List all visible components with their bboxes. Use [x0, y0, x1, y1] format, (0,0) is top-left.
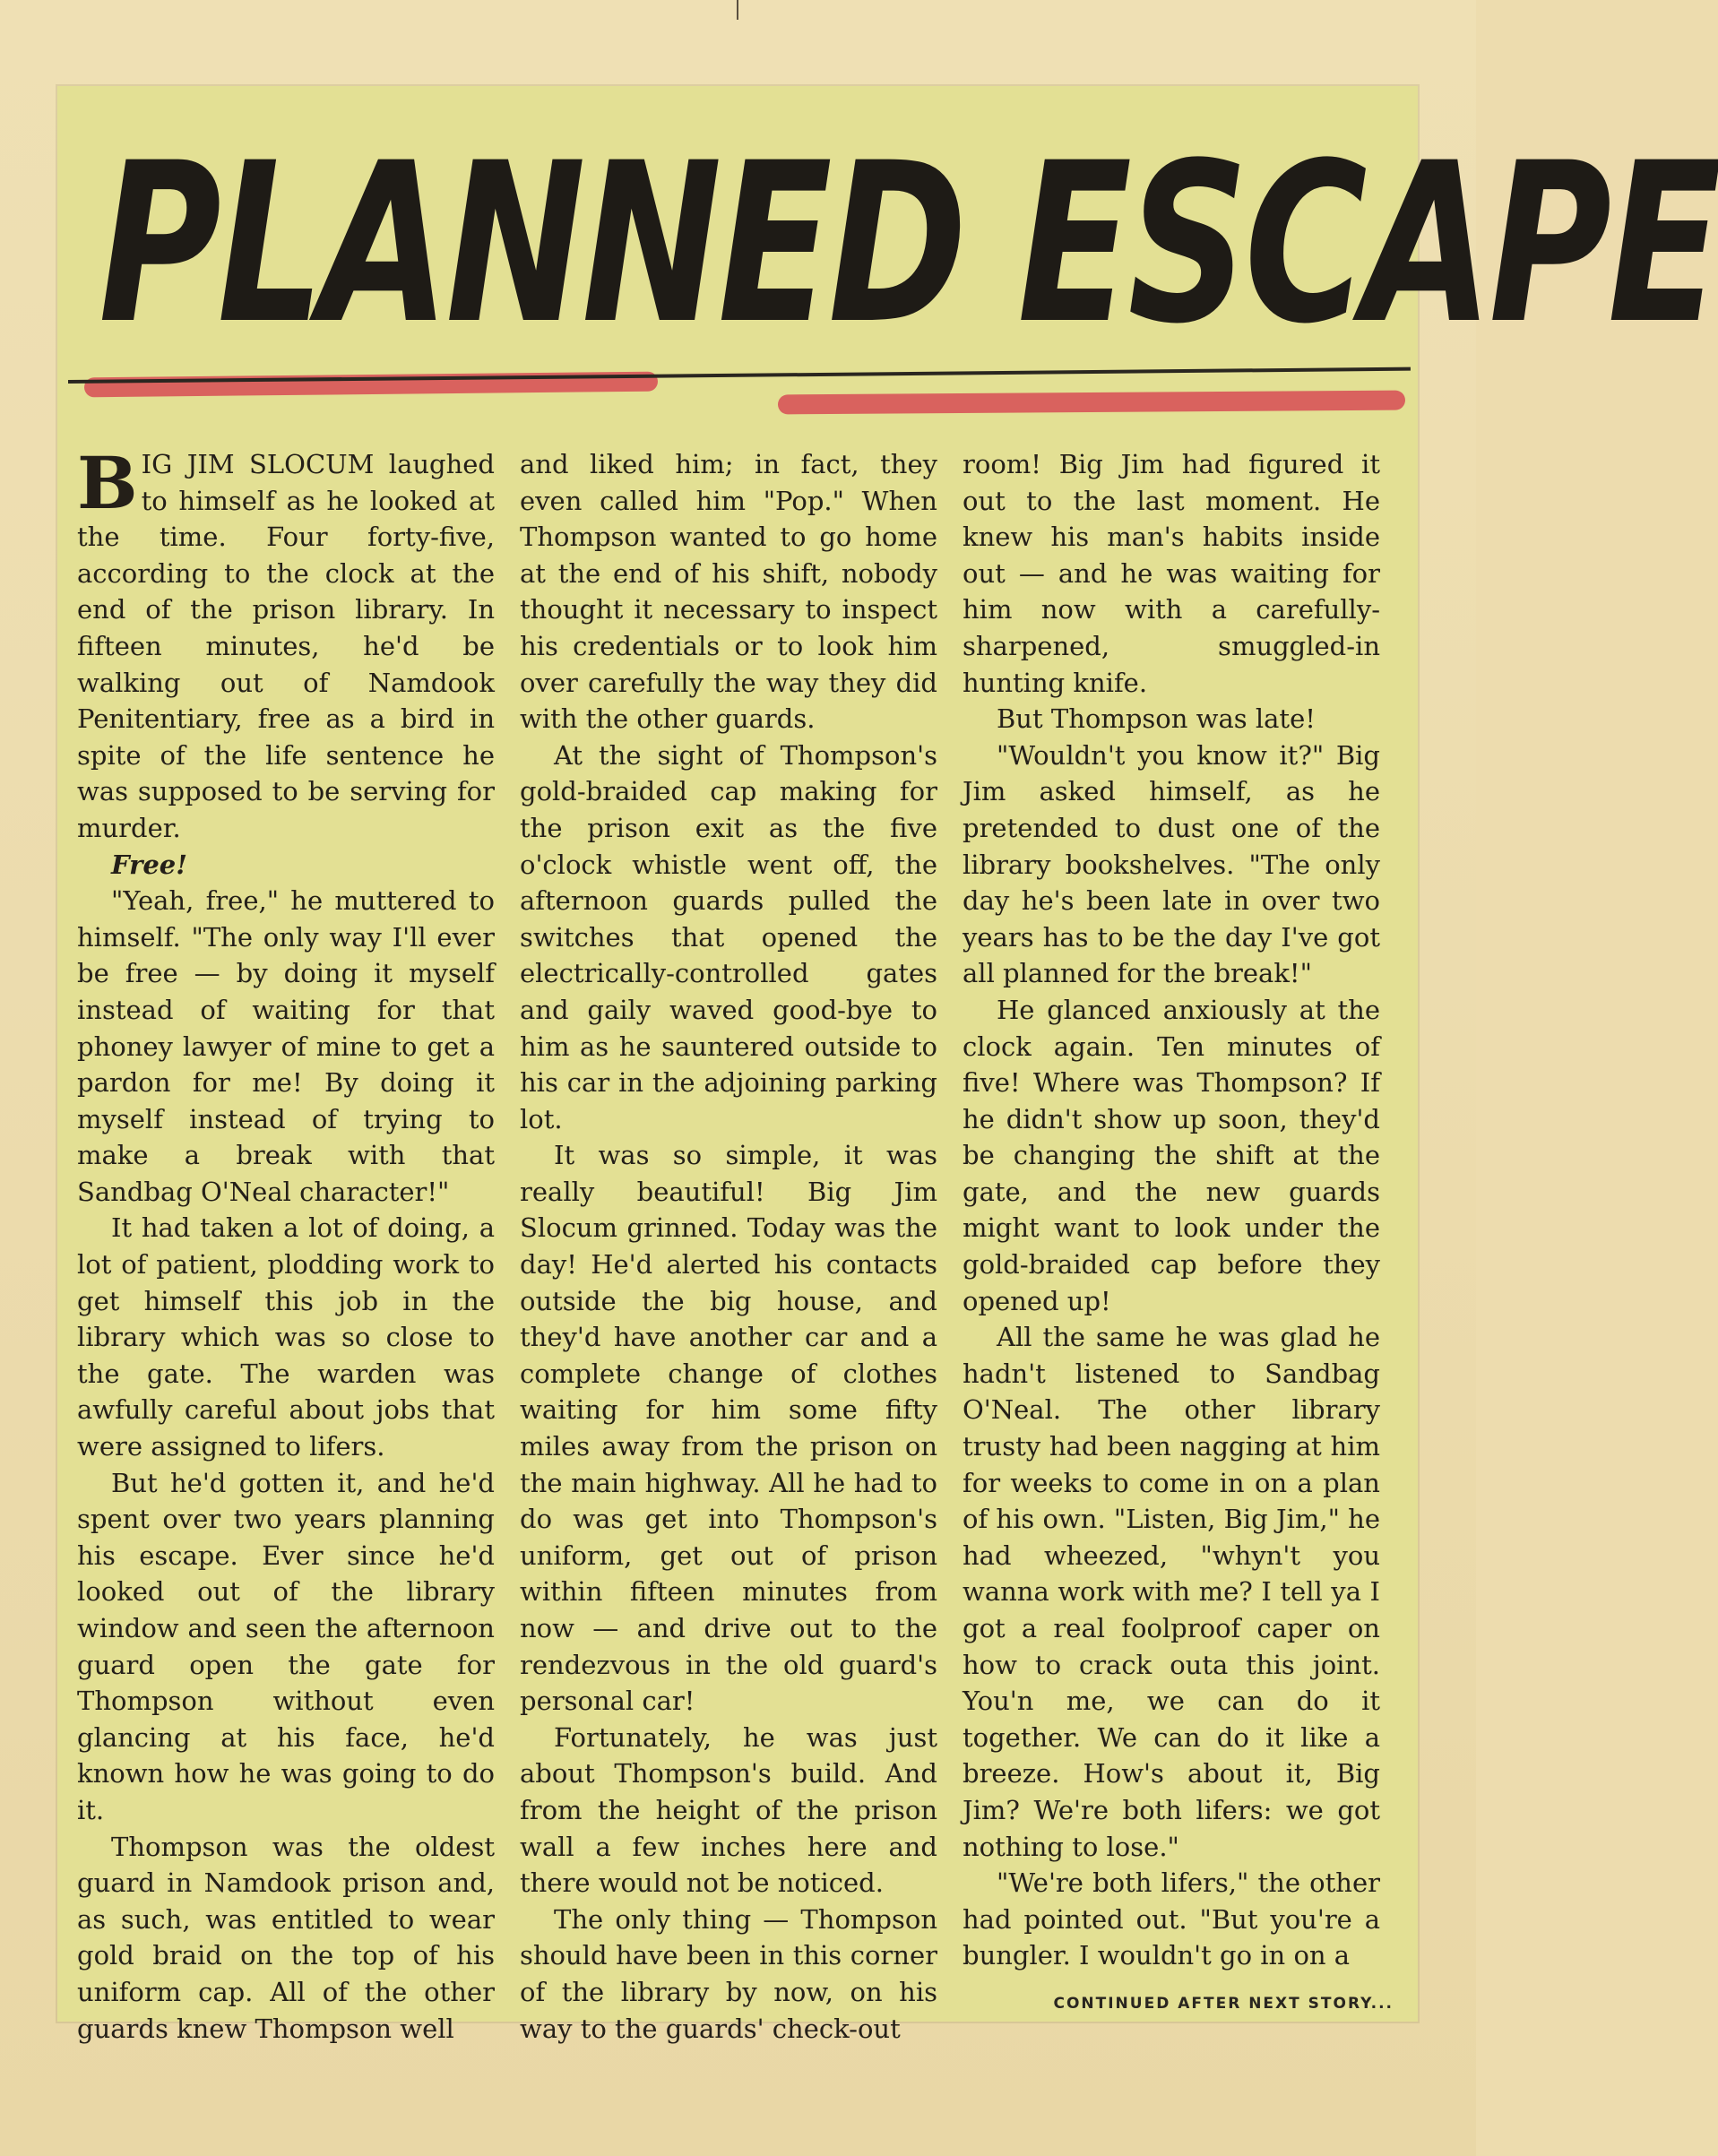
paragraph-text: and liked him; in fact, they even called him "Pop." When Thompson wanted to go home at the end of his shift, nobody thought it necessary to inspect his credentials or to look him over carefully the way they did with the other guards. — [520, 449, 937, 735]
story-paragraph — [520, 737, 937, 1138]
story-paragraph — [77, 1210, 495, 1464]
page-top-mark — [737, 0, 738, 20]
italic-exclamation: Free! — [111, 849, 187, 880]
text-column-1 — [77, 441, 495, 2044]
story-paragraph — [963, 737, 1380, 992]
story-paragraph — [520, 1137, 937, 1720]
story-paragraph — [963, 446, 1380, 701]
paragraph-text: room! Big Jim had figured it out to the last moment. He knew his man's habits inside out — and he was waiting for him now with a carefully-sharpened, smuggled-in hunting knife. — [963, 449, 1380, 698]
story-paragraph — [77, 441, 495, 847]
story-paragraph — [963, 1865, 1380, 1974]
paragraph-text: But he'd gotten it, and he'd spent over two years planning his escape. Ever since he'd looked out of the library window and seen the afternoon guard open the gate for Thompson without even glancing at his face, he'd known how he was going to do it. — [77, 1467, 495, 1825]
story-paragraph — [520, 1902, 937, 2047]
paragraph-text: At the sight of Thompson's gold-braided cap making for the prison exit as the five o'clock whistle went off, the afternoon guards pulled the switches that opened the electrically-controlled gates and gaily waved good-bye to him as he sauntered outside to his car in the adjoining parking lot. — [520, 739, 937, 1134]
paragraph-text: Fortunately, he was just about Thompson's build. And from the height of the prison wall a few inches here and there would not be noticed. — [520, 1721, 937, 1899]
story-paragraph — [963, 992, 1380, 1319]
paragraph-text: Thompson was the oldest guard in Namdook prison and, as such, was entitled to wear gold braid on the top of his uniform cap. All of the other guards knew Thompson well — [77, 1831, 495, 2044]
story-paragraph — [520, 446, 937, 737]
story-paragraph — [77, 1465, 495, 1829]
story-paragraph — [77, 883, 495, 1210]
paragraph-text: It had taken a lot of doing, a lot of patient, plodding work to get himself this job in the library which was so close to the gate. The warden was awfully careful about jobs that were assigned to lifers. — [77, 1212, 495, 1462]
paragraph-text: The only thing — Thompson should have been in this corner of the library by now, on his way to the guards' check-out — [520, 1903, 937, 2044]
text-column-2 — [520, 446, 937, 2044]
paragraph-text: It was so simple, it was really beautiful! Big Jim Slocum grinned. Today was the day! He'd alerted his contacts outside the big house, and they'd have another car and a complete change of clothes waiting for him some fifty miles away from the prison on the main highway. All he had to do was get into Thompson's uniform, get out of prison within fifteen minutes from now — and drive out to the rendezvous in the old guard's personal car! — [520, 1140, 937, 1717]
story-paragraph — [77, 847, 495, 884]
paragraph-text: "We're both lifers," the other had pointed out. "But you're a bungler. I wouldn't go in on a — [963, 1867, 1380, 1971]
paragraph-text: He glanced anxiously at the clock again. Ten minutes of five! Where was Thompson? If he didn't show up soon, they'd be changing the shift at the gate, and the new guards might want to look under the gold-braided cap before they opened up! — [963, 994, 1380, 1316]
continued-note: CONTINUED AFTER NEXT STORY... — [1053, 1995, 1394, 2013]
paragraph-text: IG JIM SLOCUM laughed to himself as he looked at the time. Four forty-five, according to the clock at the end of the prison library. In fifteen minutes, he'd be walking out of Namdook Penitentiary, free as a bird in spite of the life sentence he was supposed to be serving for murder. — [77, 449, 495, 843]
paragraph-text: "Wouldn't you know it?" Big Jim asked himself, as he pretended to dust one of the library bookshelves. "The only day he's been late in over two years has to be the day I've got all planned for the break!" — [963, 739, 1380, 989]
story-title: PLANNED ESCAPE — [99, 116, 1718, 373]
drop-cap: B — [77, 441, 138, 525]
paragraph-text: But Thompson was late! — [997, 703, 1316, 735]
story-paragraph — [77, 1829, 495, 2048]
story-paragraph — [520, 1720, 937, 1902]
story-paragraph — [963, 1319, 1380, 1865]
story-paragraph — [963, 701, 1380, 737]
paragraph-text: All the same he was glad he hadn't listened to Sandbag O'Neal. The other library trusty had been nagging at him for weeks to come in on a plan of his own. "Listen, Big Jim," he had wheezed, "whyn't you wanna work with me? I tell ya I got a real foolproof caper on how to crack outa this joint. You'n me, we can do it together. We can do it like a breeze. How's about it, Big Jim? We're both lifers: we got nothing to lose." — [963, 1322, 1380, 1862]
paragraph-text: "Yeah, free," he muttered to himself. "The only way I'll ever be free — by doing it myself instead of waiting for that phoney lawyer of mine to get a pardon for me! By doing it myself instead of trying to make a break with that Sandbag O'Neal character!" — [77, 885, 495, 1207]
text-column-3 — [963, 446, 1380, 1988]
